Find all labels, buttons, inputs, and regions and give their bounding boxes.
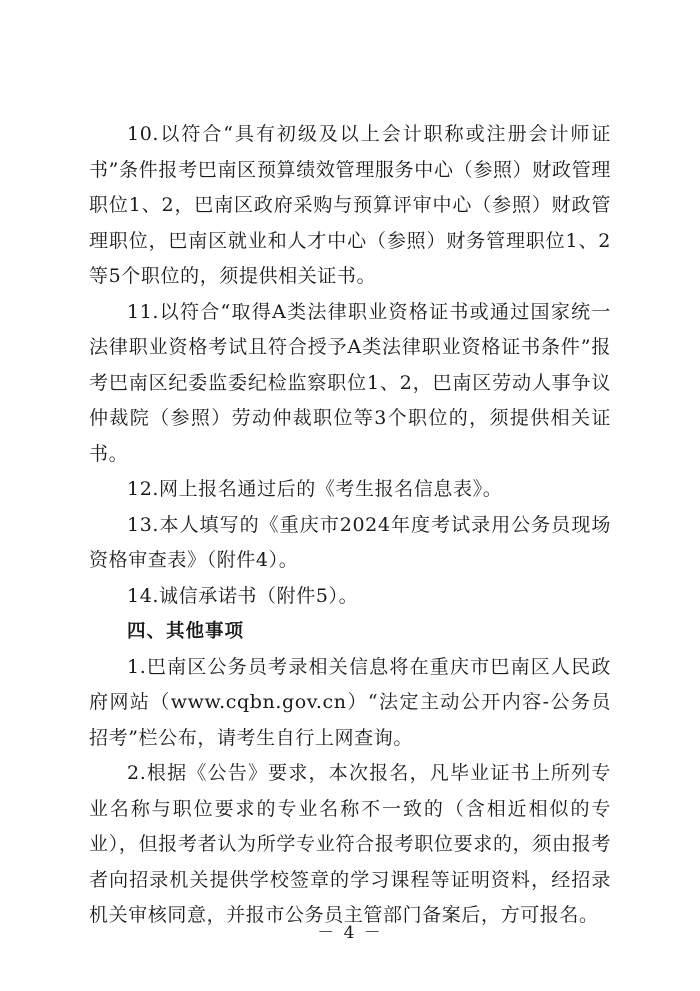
paragraph-item-12: 12.网上报名通过后的《考生报名信息表》。 [127, 478, 503, 500]
paragraph-other-1: 1.巴南区公务员考录相关信息将在重庆市巴南区人民政府网站（www.cqbn.gov.cn）“法定主动公开内容-公务员招考”栏公布，请考生自行上网查询。 [89, 655, 611, 749]
paragraph-item-11: 11.以符合“取得A类法律职业资格证书或通过国家统一法律职业资格考试且符合授予A类法律职业资格证书条件”报考巴南区纪委监委纪检监察职位1、2，巴南区劳动人事争议仲裁院（参照）劳动仲裁职位等3个职位的，须提供相关证书。 [89, 300, 611, 465]
paragraph-other-2: 2.根据《公告》要求，本次报名，凡毕业证书上所列专业名称与职位要求的专业名称不一致的（含相近相似的专业），但报考者认为所学专业符合报考职位要求的，须由报考者向招录机关提供学校签章的学习课程等证明资料，经招录机关审核同意，并报市公务员主管部门备案后，方可报名。 [89, 762, 611, 926]
section-heading-other-matters: 四、其他事项 [127, 621, 245, 642]
paragraph-item-14: 14.诚信承诺书（附件5）。 [127, 584, 359, 607]
paragraph-item-13: 13.本人填写的《重庆市2024年度考试录用公务员现场资格审查表》（附件4）。 [89, 513, 611, 571]
page-number: － 4 － [317, 923, 383, 943]
document-body [89, 117, 611, 934]
paragraph-item-10: 10.以符合“具有初级及以上会计职称或注册会计师证书”条件报考巴南区预算绩效管理服务中心（参照）财政管理职位1、2，巴南区政府采购与预算评审中心（参照）财政管理职位，巴南区就业和人才中心（参照）财务管理职位1、2等5个职位的，须提供相关证书。 [89, 123, 611, 287]
